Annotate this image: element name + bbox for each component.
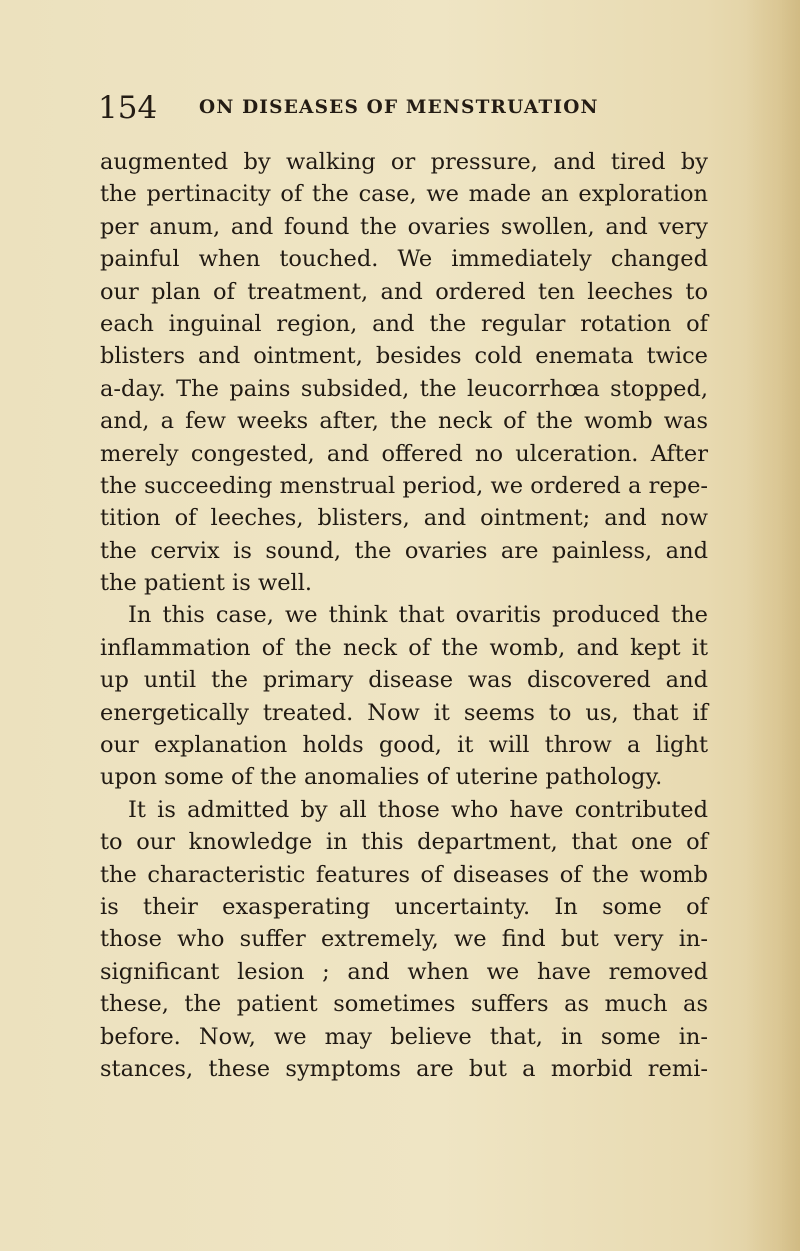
text-line: those who suffer extremely, we find but very in- xyxy=(100,926,708,953)
text-line: and, a few weeks after, the neck of the womb was xyxy=(100,408,708,435)
text-line: before. Now, we may believe that, in some in- xyxy=(100,1023,708,1050)
text-line: the cervix is sound, the ovaries are painless, and xyxy=(100,537,708,564)
text-line: the pertinacity of the case, we made an exploration xyxy=(100,181,708,208)
page-number: 154 xyxy=(98,90,158,126)
text-line: In this case, we think that ovaritis produced the xyxy=(128,602,708,629)
text-line: up until the primary disease was discovered and xyxy=(100,667,708,694)
text-line: a-day. The pains subsided, the leucorrhœa stopped, xyxy=(100,375,708,402)
text-line: blisters and ointment, besides cold enemata twice xyxy=(100,343,708,370)
text-line: these, the patient sometimes suffers as much as xyxy=(100,991,708,1018)
running-head xyxy=(98,88,618,128)
text-line: tition of leeches, blisters, and ointment; and now xyxy=(100,505,708,532)
text-line: our explanation holds good, it will throw a light xyxy=(100,732,708,759)
text-line: our plan of treatment, and ordered ten leeches to xyxy=(100,278,708,305)
text-line: to our knowledge in this department, that one of xyxy=(100,829,708,856)
text-line: It is admitted by all those who have contributed xyxy=(128,796,708,823)
text-line: each inguinal region, and the regular rotation of xyxy=(100,310,708,337)
text-line: upon some of the anomalies of uterine pathology. xyxy=(100,764,663,791)
text-line: the succeeding menstrual period, we ordered a repe- xyxy=(100,472,708,499)
text-line: stances, these symptoms are but a morbid remi- xyxy=(100,1055,708,1082)
text-line: per anum, and found the ovaries swollen, and very xyxy=(100,213,708,240)
body-text xyxy=(100,146,708,1085)
text-line: significant lesion ; and when we have removed xyxy=(100,958,708,985)
text-line: merely congested, and offered no ulceration. After xyxy=(100,440,708,467)
text-line: augmented by walking or pressure, and tired by xyxy=(100,149,708,175)
text-line: the patient is well. xyxy=(100,570,313,597)
page-edge-shading xyxy=(745,0,800,1251)
text-line: painful when touched. We immediately changed xyxy=(100,246,708,273)
running-title: ON DISEASES OF MENSTRUATION xyxy=(199,97,599,118)
text-line: inflammation of the neck of the womb, and kept it xyxy=(100,634,708,661)
text-line: energetically treated. Now it seems to us, that if xyxy=(100,699,708,726)
text-line: the characteristic features of diseases of the womb xyxy=(100,861,708,888)
text-line: is their exasperating uncertainty. In some of xyxy=(100,893,708,920)
